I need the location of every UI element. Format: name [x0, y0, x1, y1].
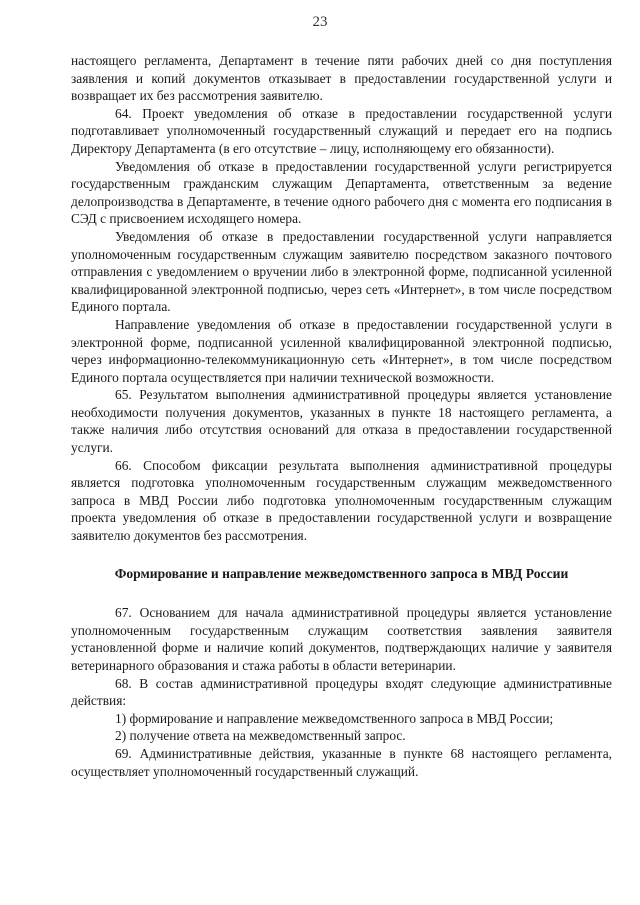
paragraphs-before-heading [71, 52, 612, 545]
paragraph: 65. Результатом выполнения административной процедуры является установление необходимости получения документов, указанных в пункте 18 настоящего регламента, а также наличия либо отсутствия оснований для отказа в предоставлении государственной услуги. [71, 387, 612, 456]
paragraph: Направление уведомления об отказе в предоставлении государственной услуги в электронной форме, подписанной усиленной квалифицированной электронной подписью, через информационно-телекоммуникационную сеть «Интернет», в том числе посредством Единого портала осуществляется при наличии технической возможности. [71, 316, 612, 385]
paragraph: Уведомления об отказе в предоставлении государственной услуги направляется уполномоченным государственным служащим заявителю посредством заказного почтового отправления с уведомлением о вручении либо в электронной форме, подписанной усиленной квалифицированной электронной подписью, через сеть «Интернет», в том числе посредством Единого портала. [71, 228, 612, 315]
section-heading: Формирование и направление межведомственного запроса в МВД России [114, 565, 569, 581]
paragraphs-after-heading [71, 604, 612, 780]
paragraph: 66. Способом фиксации результата выполнения административной процедуры является подготовка уполномоченным государственным служащим межведомственного запроса в МВД России либо подготовка уполномоченным государственным служащим проекта уведомления об отказе в предоставлении государственной услуги и возвращение заявителю документов без рассмотрения. [71, 457, 612, 544]
paragraph: 68. В состав административной процедуры входят следующие административные действия: [71, 675, 612, 709]
page-number: 23 [312, 14, 328, 30]
paragraph: 2) получение ответа на межведомственный запрос. [115, 728, 406, 744]
paragraph: настоящего регламента, Департамент в течение пяти рабочих дней со дня поступления заявления и копий документов отказывает в предоставлении государственной услуги и возвращает их без рассмотрения заявителю. [71, 53, 612, 104]
document-body [71, 52, 612, 780]
paragraph: Уведомления об отказе в предоставлении государственной услуги регистрируется государственным гражданским служащим Департамента, ответственным за ведение делопроизводства в Департаменте, в течение одного рабочего дня с момента его подписания в СЭД с присвоением исходящего номера. [71, 158, 612, 227]
paragraph: 1) формирование и направление межведомственного запроса в МВД России; [115, 710, 554, 726]
paragraph: 64. Проект уведомления об отказе в предоставлении государственной услуги подготавливает уполномоченный государственный служащий и передает его на подпись Директору Департамента (в его отсутствие – лицу, исполняющему его обязанности). [71, 105, 612, 156]
paragraph: 69. Административные действия, указанные в пункте 68 настоящего регламента, осуществляет уполномоченный государственный служащий. [71, 745, 612, 779]
paragraph: 67. Основанием для начала административной процедуры является установление уполномоченным государственным служащим соответствия заявления заявителя установленной форме и наличие копий документов, подтверждающих наличие у заявителя ветеринарного образования и стажа работы в области ветеринарии. [71, 605, 612, 673]
